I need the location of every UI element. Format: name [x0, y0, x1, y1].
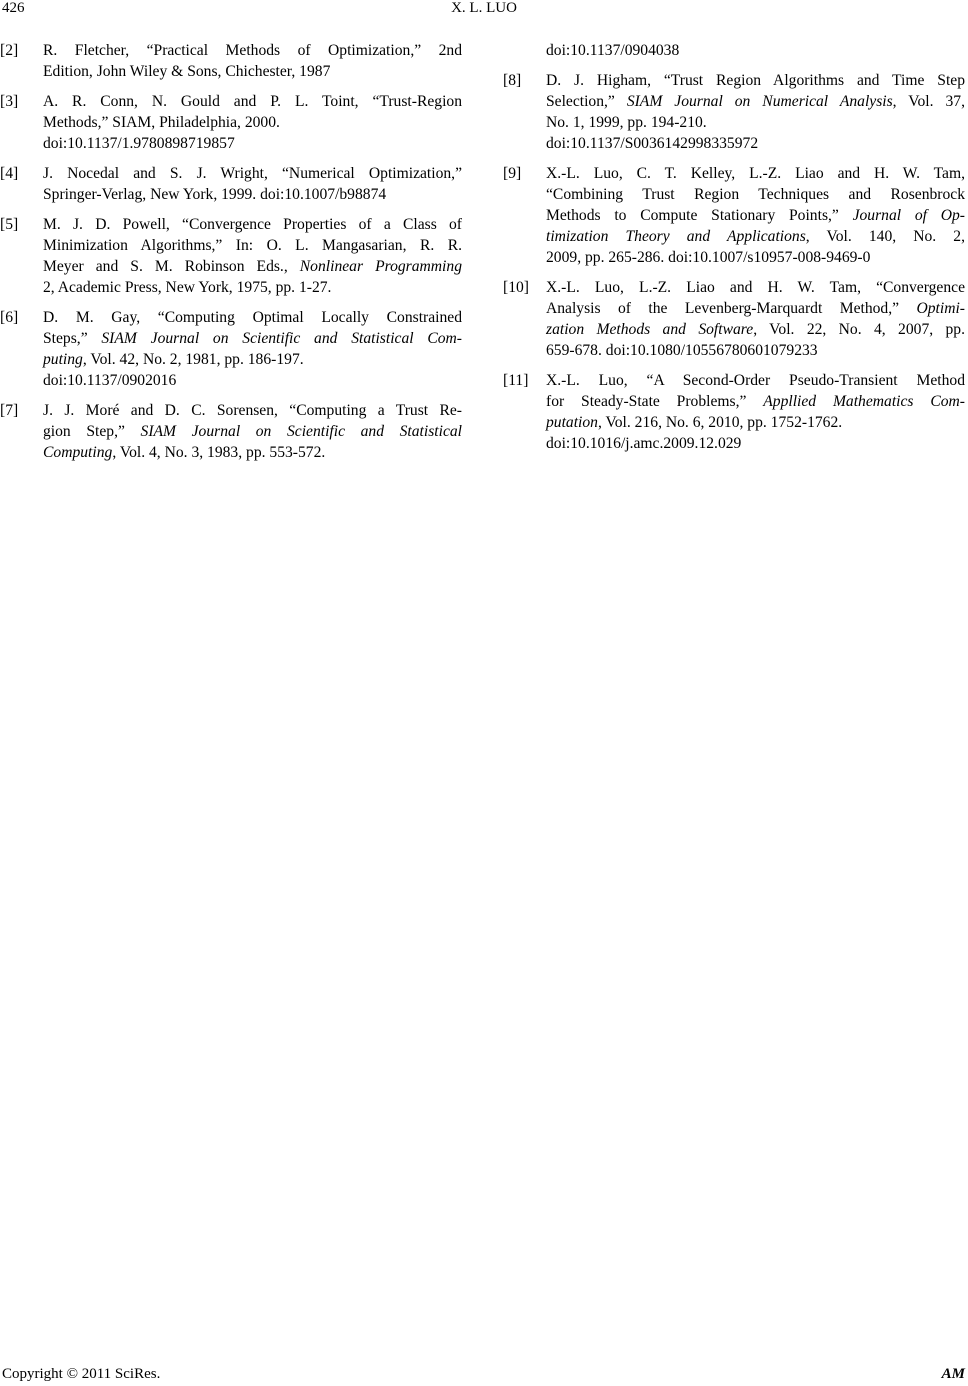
book-title: Nonlinear Programming [299, 258, 462, 275]
reference-line [546, 226, 965, 247]
journal-abbreviation: AM [941, 1366, 965, 1382]
reference-line [546, 91, 965, 112]
reference-line: D. M. Gay, “Computing Optimal Locally Constrained [43, 309, 462, 326]
reference-line [546, 412, 965, 433]
reference-line: doi:10.1016/j.amc.2009.12.029 [546, 435, 742, 452]
reference-line: M. J. D. Powell, “Convergence Properties of a Class of [43, 216, 462, 233]
reference-line: Edition, John Wiley & Sons, Chichester, 1987 [43, 63, 331, 80]
reference-4 [0, 163, 462, 205]
reference-3 [0, 91, 462, 154]
reference-line: A. R. Conn, N. Gould and P. L. Toint, “Trust-Region [43, 93, 462, 110]
reference-text: Selection,” [546, 93, 627, 110]
reference-text: , Vol. 140, No. 2, [805, 228, 965, 245]
reference-line: X.-L. Luo, C. T. Kelley, L.-Z. Liao and H. W. Tam, [546, 165, 965, 182]
reference-number: [2] [0, 42, 19, 59]
reference-line: D. J. Higham, “Trust Region Algorithms and Time Step [546, 72, 965, 89]
reference-number: [3] [0, 93, 19, 110]
reference-line: doi:10.1137/0902016 [43, 372, 177, 389]
reference-line [546, 298, 965, 319]
reference-text: Analysis of the Levenberg-Marquardt Method,” [546, 300, 917, 317]
reference-number: [10] [503, 279, 529, 296]
journal-title: SIAM Journal on Scientific and Statistical Com- [101, 330, 462, 347]
reference-line: Springer-Verlag, New York, 1999. doi:10.1007/b98874 [43, 186, 387, 203]
journal-title: Journal of Op- [852, 207, 965, 224]
running-head: X. L. LUO [451, 0, 517, 16]
reference-text: for Steady-State Problems,” [546, 393, 764, 410]
reference-text: Meyer and S. M. Robinson Eds., [43, 258, 300, 275]
journal-title: Optimi- [916, 300, 965, 317]
reference-line [546, 391, 965, 412]
reference-text: Steps,” [43, 330, 102, 347]
reference-number: [6] [0, 309, 19, 326]
copyright-notice: Copyright © 2011 SciRes. [2, 1366, 161, 1382]
reference-text: , Vol. 4, No. 3, 1983, pp. 553-572. [112, 444, 326, 461]
journal-title: SIAM Journal on Numerical Analysis [626, 93, 893, 110]
reference-line [43, 421, 462, 442]
reference-text: , Vol. 42, No. 2, 1981, pp. 186-197. [82, 351, 304, 368]
reference-9 [503, 163, 965, 268]
reference-line: doi:10.1137/1.9780898719857 [43, 135, 235, 152]
reference-7 [0, 400, 462, 463]
reference-line [546, 319, 965, 340]
reference-line: doi:10.1137/S0036142998335972 [546, 135, 759, 152]
reference-text: Methods to Compute Stationary Points,” [546, 207, 853, 224]
reference-line: 2009, pp. 265-286. doi:10.1007/s10957-008-9469-0 [546, 249, 871, 266]
reference-line [546, 205, 965, 226]
reference-line: R. Fletcher, “Practical Methods of Optimization,” 2nd [43, 42, 462, 59]
left-column [0, 40, 462, 472]
reference-8 [503, 70, 965, 154]
reference-number: [11] [503, 372, 529, 389]
reference-line: J. J. Moré and D. C. Sorensen, “Computing a Trust Re- [43, 402, 462, 419]
reference-2 [0, 40, 462, 82]
reference-line [43, 328, 462, 349]
reference-line: No. 1, 1999, pp. 194-210. [546, 114, 707, 131]
reference-line [43, 442, 462, 463]
reference-number: [7] [0, 402, 19, 419]
reference-number: [8] [503, 72, 522, 89]
journal-title: Computing [43, 444, 113, 461]
reference-number: [5] [0, 216, 19, 233]
reference-number: [9] [503, 165, 522, 182]
reference-line: 2, Academic Press, New York, 1975, pp. 1-27. [43, 279, 332, 296]
reference-line [43, 256, 462, 277]
page-number: 426 [2, 0, 25, 16]
reference-line: X.-L. Luo, L.-Z. Liao and H. W. Tam, “Convergence [546, 279, 965, 296]
reference-7-continuation: doi:10.1137/0904038 [546, 42, 680, 59]
reference-5 [0, 214, 462, 298]
journal-title: timization Theory and Applications [546, 228, 806, 245]
journal-title: puting [43, 351, 83, 368]
reference-line: J. Nocedal and S. J. Wright, “Numerical Optimization,” [43, 165, 462, 182]
reference-line: Methods,” SIAM, Philadelphia, 2000. [43, 114, 280, 131]
journal-title: SIAM Journal on Scientific and Statistical [140, 423, 462, 440]
reference-11 [503, 370, 965, 454]
reference-6 [0, 307, 462, 391]
reference-10 [503, 277, 965, 361]
reference-text: , Vol. 37, [892, 93, 965, 110]
reference-number: [4] [0, 165, 19, 182]
journal-title: Appllied Mathematics Com- [763, 393, 965, 410]
reference-line: Minimization Algorithms,” In: O. L. Mangasarian, R. R. [43, 237, 462, 254]
reference-text: , Vol. 22, No. 4, 2007, pp. [753, 321, 965, 338]
reference-text: , Vol. 216, No. 6, 2010, pp. 1752-1762. [597, 414, 843, 431]
right-column [503, 40, 965, 463]
journal-title: putation [546, 414, 598, 431]
journal-title: zation Methods and Software [546, 321, 754, 338]
reference-line [43, 349, 462, 370]
reference-line: X.-L. Luo, “A Second-Order Pseudo-Transient Method [546, 372, 965, 389]
reference-text: gion Step,” [43, 423, 141, 440]
reference-line: 659-678. doi:10.1080/10556780601079233 [546, 342, 818, 359]
reference-line: “Combining Trust Region Techniques and Rosenbrock [546, 186, 965, 203]
